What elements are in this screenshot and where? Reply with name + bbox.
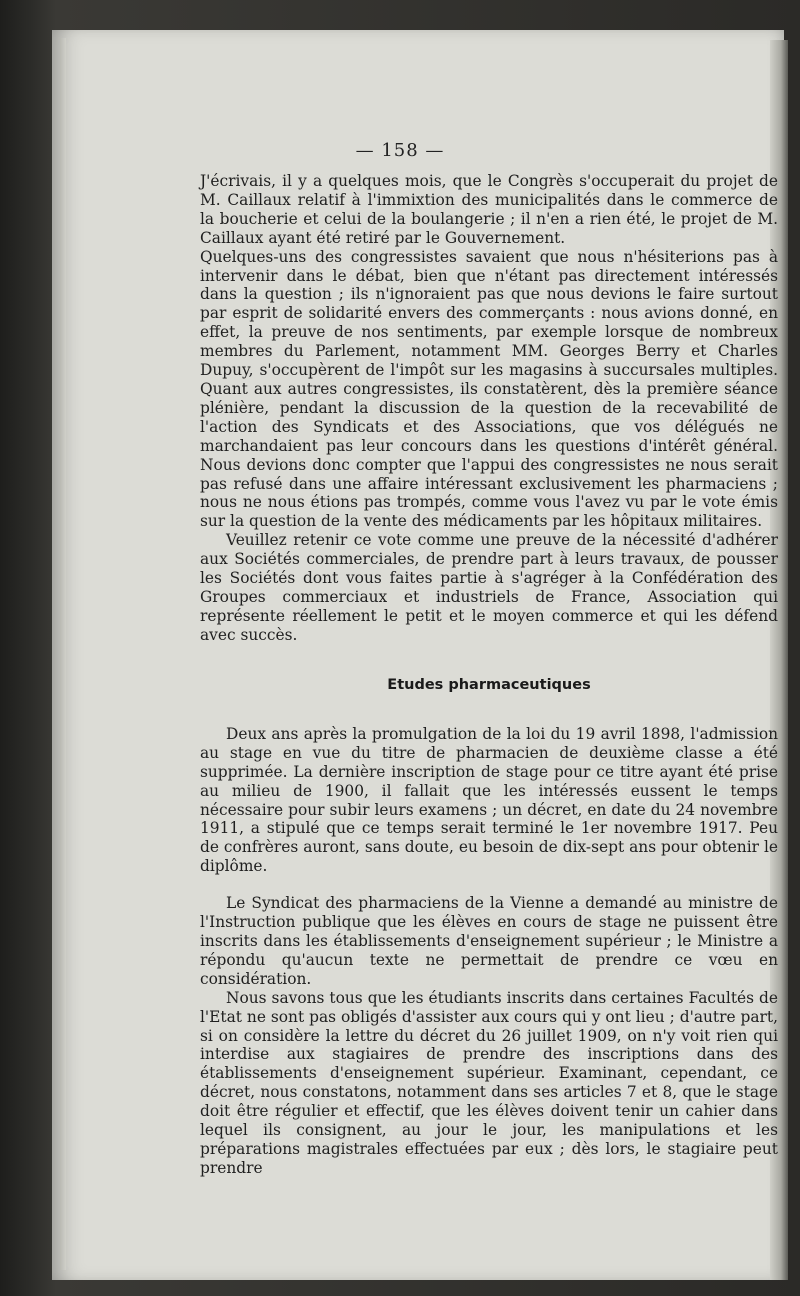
paragraph-stage-suppression: Deux ans après la promulgation de la loi du 19 avril 1898, l'admission au stage en vue du titre de pharmacien de deuxième classe a été supprimée. La dernière inscription de stage pour ce titre ayant été prise au milieu de 1900, il fallait que les intéressés eussent le temps nécessaire pour subir leurs examens ; un décret, en date du 24 novembre 1911, a stipulé que ce temps serait terminé le 1er novembre 1917. Peu de confrères auront, sans doute, eu besoin de dix-sept ans pour obtenir le diplôme. bbox=[200, 724, 778, 876]
paragraph-congressistes: Quelques-uns des congressistes savaient que nous n'hésiterions pas à intervenir dans le débat, bien que n'étant pas directement intéressés dans la question ; ils n'ignoraient pas que nous devions le faire surtout par esprit de solidarité envers des commerçants : nous avions donné, en effet, la preuve de nos sentiments, par exemple lorsque de nombreux membres du Parlement, notamment MM. Georges Berry et Charles Dupuy, s'occupèrent de l'impôt sur les magasins à succursales multiples. Quant aux autres congressistes, ils constatèrent, dès la première séance plénière, pendant la discussion de la question de la recevabilité de l'action des Syndicats et des Associations, que vos délégués ne marchandaient pas leur concours dans les questions d'intérêt général. Nous devions donc compter que l'appui des congressistes ne nous serait pas refusé dans une affaire intéressant exclusivement les pharmaciens ; nous ne nous étions pas trompés, comme vous l'avez vu par le vote émis sur la question de la vente des médicaments par les hôpitaux militaires. bbox=[200, 247, 778, 531]
paragraph-syndicat-vienne: Le Syndicat des pharmaciens de la Vienne a demandé au ministre de l'Instruction publique que les élèves en cours de stage ne puissent être inscrits dans les établissements d'enseignement supérieur ; le Ministre a répondu qu'aucun texte ne permettait de prendre ce vœu en considération. bbox=[200, 894, 778, 988]
page-binding-edge bbox=[60, 38, 66, 1270]
body-text-bottom bbox=[200, 648, 778, 1178]
paragraph-etudiants-inscrits: Nous savons tous que les étudiants inscrits dans certaines Facultés de l'Etat ne sont pas obligés d'assister aux cours qui y ont lieu ; d'autre part, si on considère la lettre du décret du 26 juillet 1909, on n'y voit rien qui interdise aux stagiaires de prendre des inscriptions dans des établissements d'enseignement supérieur. Examinant, cependant, ce décret, nous constatons, notamment dans ses articles 7 et 8, que le stage doit être régulier et effectif, que les élèves doivent tenir un cahier dans lequel ils consignent, au jour le jour, les manipulations et les préparations magistrales effectuées par eux ; dès lors, le stagiaire peut prendre bbox=[200, 988, 778, 1177]
paragraph-gap bbox=[200, 876, 778, 894]
paragraph-caillaux-project: J'écrivais, il y a quelques mois, que le Congrès s'occuperait du projet de M. Caillaux relatif à l'immixtion des municipalités dans le commerce de la boucherie et celui de la boulangerie ; il n'en a rien été, le projet de M. Caillaux ayant été retiré par le Gouvernement. bbox=[200, 172, 778, 247]
body-text-top bbox=[200, 172, 778, 645]
paragraph-societes-commerciales: Veuillez retenir ce vote comme une preuve de la nécessité d'adhérer aux Sociétés commerciales, de prendre part à leurs travaux, de pousser les Sociétés dont vous faites partie à s'agréger à la Confédération des Groupes commerciaux et industriels de France, Association qui représente réellement le petit et le moyen commerce et qui les défend avec succès. bbox=[200, 531, 778, 644]
page-number: — 158 — bbox=[355, 140, 445, 161]
section-heading: Etudes pharmaceutiques bbox=[387, 677, 591, 693]
